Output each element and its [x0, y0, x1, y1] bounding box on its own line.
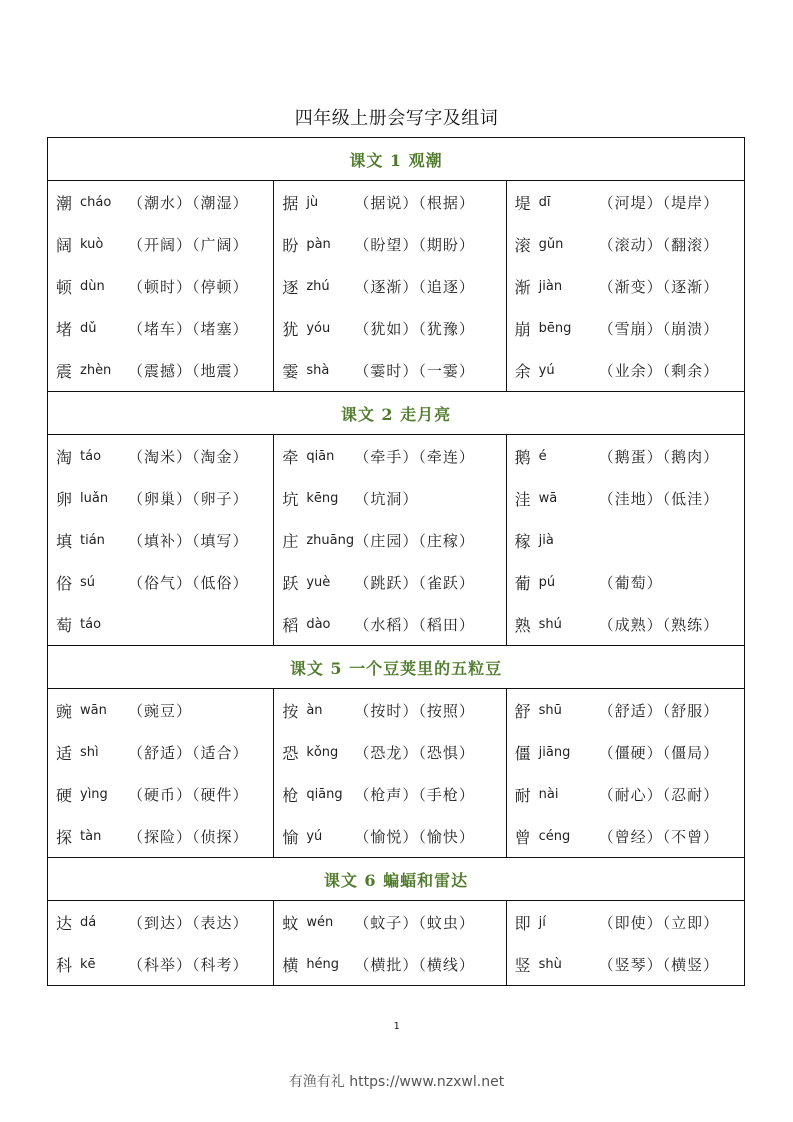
word-groups: （填补）（填写） [128, 531, 249, 550]
vocab-column [48, 901, 274, 986]
vocab-entry [48, 901, 273, 943]
pinyin: wā [538, 490, 558, 506]
vocab-entry [48, 265, 273, 307]
character: 萄 [56, 615, 73, 635]
character: 逐 [282, 277, 299, 297]
pinyin: nài [538, 786, 559, 802]
pinyin: bēng [538, 320, 572, 336]
word-groups: （开阔）（广阔） [128, 235, 249, 254]
section-header-row [48, 138, 745, 181]
character: 余 [514, 361, 531, 381]
word-groups: （舒适）（舒服） [598, 701, 720, 720]
character: 舒 [514, 701, 531, 721]
character: 填 [56, 531, 73, 551]
character: 竖 [514, 955, 531, 975]
character: 跃 [282, 573, 299, 593]
word-groups: （按时）（按照） [354, 701, 475, 720]
character: 洼 [514, 489, 531, 509]
vocab-entry [48, 603, 273, 645]
character: 即 [514, 913, 531, 933]
character: 堵 [56, 319, 73, 339]
vocab-entry [274, 477, 505, 519]
word-groups: （牵手）（牵连） [354, 447, 475, 466]
vocab-entry [48, 223, 273, 265]
word-groups: （跳跃）（雀跃） [354, 573, 475, 592]
word-groups: （滚动）（翻滚） [598, 235, 720, 254]
pinyin: héng [306, 956, 340, 972]
pinyin: céng [538, 828, 571, 844]
vocab-entry [274, 731, 505, 773]
word-groups: （犹如）（犹豫） [354, 319, 475, 338]
vocab-entry [48, 561, 273, 603]
vocab-entry [507, 435, 744, 477]
vocab-entry [274, 181, 505, 223]
character: 适 [56, 743, 73, 763]
word-groups: （僵硬）（僵局） [598, 743, 720, 762]
word-groups: （业余）（剩余） [598, 361, 720, 380]
page-number: 1 [393, 1021, 400, 1032]
pinyin: shà [306, 362, 330, 378]
section-header: 课文 5 一个豆荚里的五粒豆 [48, 646, 745, 689]
word-groups: （蚊子）（蚊虫） [354, 913, 475, 932]
word-groups: （雪崩）（崩溃） [598, 319, 720, 338]
vocab-column [274, 181, 506, 392]
pinyin: shū [538, 702, 562, 718]
vocab-entry [48, 519, 273, 561]
word-groups: （葡萄） [598, 573, 663, 592]
pinyin: jí [538, 914, 546, 930]
vocab-column [506, 435, 744, 646]
word-groups: （探险）（侦探） [128, 827, 249, 846]
vocab-column [274, 689, 506, 858]
vocab-entry [274, 223, 505, 265]
word-groups: （豌豆） [128, 701, 193, 720]
footer-watermark: 有渔有礼 https://www.nzxwl.net [288, 1074, 505, 1090]
page-title: 四年级上册会写字及组词 [294, 108, 499, 129]
vocab-column [48, 435, 274, 646]
word-groups: （硬币）（硬件） [128, 785, 249, 804]
character: 僵 [514, 743, 531, 763]
vocab-entry [48, 181, 273, 223]
pinyin: dǔ [80, 320, 97, 336]
character: 愉 [282, 827, 299, 847]
vocab-entry [507, 519, 744, 561]
section-body-row [48, 435, 745, 646]
character: 按 [282, 701, 299, 721]
vocab-entry [274, 689, 505, 731]
vocab-column [506, 689, 744, 858]
pinyin: tián [80, 532, 105, 548]
pinyin: gǔn [538, 236, 564, 252]
pinyin: qiān [306, 448, 335, 464]
character: 渐 [514, 277, 531, 297]
character: 阔 [56, 235, 73, 255]
vocab-entry [507, 477, 744, 519]
vocab-entry [48, 307, 273, 349]
vocab-entry [274, 603, 505, 645]
character: 恐 [282, 743, 299, 763]
character: 硬 [56, 785, 73, 805]
character: 枪 [282, 785, 299, 805]
character: 曾 [514, 827, 531, 847]
character: 潮 [56, 193, 73, 213]
character: 熟 [514, 615, 531, 635]
pinyin: pàn [306, 236, 331, 252]
section-header: 课文 2 走月亮 [48, 392, 745, 435]
character: 牵 [282, 447, 299, 467]
pinyin: shù [538, 956, 562, 972]
vocab-entry [48, 689, 273, 731]
character: 庄 [282, 531, 299, 551]
word-groups: （渐变）（逐渐） [598, 277, 720, 296]
section-body-row [48, 901, 745, 986]
word-groups: （愉悦）（愉快） [354, 827, 475, 846]
pinyin: tàn [80, 828, 102, 844]
pinyin: dī [538, 194, 551, 210]
pinyin: jià [538, 532, 554, 548]
pinyin: yú [306, 828, 323, 844]
vocab-entry [507, 773, 744, 815]
word-groups: （俗气）（低俗） [128, 573, 249, 592]
word-groups: （曾经）（不曾） [598, 827, 720, 846]
vocab-entry [274, 943, 505, 985]
vocab-entry [507, 561, 744, 603]
word-groups: （舒适）（适合） [128, 743, 249, 762]
character: 稻 [282, 615, 299, 635]
pinyin: luǎn [80, 490, 109, 506]
pinyin: kēng [306, 490, 339, 506]
vocab-entry [274, 265, 505, 307]
pinyin: é [538, 448, 547, 464]
vocab-entry [274, 519, 505, 561]
character: 俗 [56, 573, 73, 593]
vocab-entry [48, 435, 273, 477]
pinyin: zhèn [80, 362, 112, 378]
vocab-entry [507, 815, 744, 857]
pinyin: dá [80, 914, 97, 930]
pinyin: dào [306, 616, 331, 632]
pinyin: shú [538, 616, 562, 632]
pinyin: kē [80, 956, 96, 972]
section-header-row [48, 392, 745, 435]
character: 震 [56, 361, 73, 381]
pinyin: táo [80, 448, 102, 464]
vocab-entry [274, 349, 505, 391]
character: 达 [56, 913, 73, 933]
vocab-entry [507, 181, 744, 223]
word-groups: （枪声）（手枪） [354, 785, 475, 804]
word-groups: （卵巢）（卵子） [128, 489, 249, 508]
vocab-entry [507, 603, 744, 645]
character: 霎 [282, 361, 299, 381]
vocab-entry [507, 943, 744, 985]
character: 盼 [282, 235, 299, 255]
vocab-column [48, 689, 274, 858]
word-groups: （洼地）（低洼） [598, 489, 720, 508]
pinyin: qiāng [306, 786, 343, 802]
section-header-row [48, 858, 745, 901]
vocab-entry [507, 689, 744, 731]
pinyin: kǒng [306, 744, 339, 760]
word-groups: （河堤）（堤岸） [598, 193, 720, 212]
section-header: 课文 6 蝙蝠和雷达 [48, 858, 745, 901]
word-groups: （水稻）（稻田） [354, 615, 475, 634]
vocab-entry [507, 349, 744, 391]
word-groups: （科举）（科考） [128, 955, 249, 974]
vocab-entry [274, 307, 505, 349]
word-groups: （堵车）（堵塞） [128, 319, 249, 338]
pinyin: zhú [306, 278, 330, 294]
word-groups: （潮水）（潮湿） [128, 193, 249, 212]
character: 蚊 [282, 913, 299, 933]
character: 横 [282, 955, 299, 975]
section-body-row [48, 689, 745, 858]
word-groups: （盼望）（期盼） [354, 235, 475, 254]
character: 滚 [514, 235, 531, 255]
word-groups: （震撼）（地震） [128, 361, 249, 380]
vocab-entry [507, 307, 744, 349]
pinyin: táo [80, 616, 102, 632]
pinyin: yú [538, 362, 555, 378]
vocab-entry [507, 901, 744, 943]
character: 科 [56, 955, 73, 975]
pinyin: sú [80, 574, 96, 590]
character: 稼 [514, 531, 531, 551]
character: 堤 [514, 193, 531, 213]
pinyin: pú [538, 574, 556, 590]
word-groups: （顿时）（停顿） [128, 277, 249, 296]
vocab-entry [274, 815, 505, 857]
word-groups: （到达）（表达） [128, 913, 249, 932]
word-groups: （逐渐）（追逐） [354, 277, 475, 296]
character: 葡 [514, 573, 531, 593]
word-groups: （坑洞） [354, 489, 419, 508]
pinyin: jiāng [538, 744, 571, 760]
vocab-column [506, 181, 744, 392]
pinyin: jiàn [538, 278, 563, 294]
vocab-entry [48, 477, 273, 519]
character: 据 [282, 193, 299, 213]
section-header-row [48, 646, 745, 689]
word-groups: （竖琴）（横竖） [598, 955, 720, 974]
vocab-entry [48, 773, 273, 815]
vocab-column [48, 181, 274, 392]
word-groups: （即使）（立即） [598, 913, 720, 932]
pinyin: yóu [306, 320, 331, 336]
character: 淘 [56, 447, 73, 467]
word-groups: （霎时）（一霎） [354, 361, 475, 380]
vocab-column [506, 901, 744, 986]
pinyin: àn [306, 702, 323, 718]
section-body-row [48, 181, 745, 392]
character: 犹 [282, 319, 299, 339]
word-groups: （成熟）（熟练） [598, 615, 720, 634]
character: 坑 [282, 489, 299, 509]
character: 崩 [514, 319, 531, 339]
word-groups: （恐龙）（恐惧） [354, 743, 475, 762]
vocab-entry [274, 561, 505, 603]
vocab-entry [48, 943, 273, 985]
pinyin: jù [306, 194, 319, 210]
character: 顿 [56, 277, 73, 297]
pinyin: yuè [306, 574, 331, 590]
vocabulary-table [47, 137, 745, 986]
character: 豌 [56, 701, 73, 721]
vocab-entry [48, 815, 273, 857]
word-groups: （淘米）（淘金） [128, 447, 249, 466]
character: 卵 [56, 489, 73, 509]
vocab-entry [507, 223, 744, 265]
vocab-column [274, 901, 506, 986]
word-groups: （据说）（根据） [354, 193, 475, 212]
character: 耐 [514, 785, 531, 805]
character: 鹅 [514, 447, 531, 467]
vocab-entry [274, 773, 505, 815]
pinyin: wén [306, 914, 334, 930]
vocab-entry [48, 731, 273, 773]
pinyin: zhuāng [306, 532, 355, 548]
vocab-entry [274, 435, 505, 477]
vocab-entry [507, 265, 744, 307]
word-groups: （横批）（横线） [354, 955, 475, 974]
word-groups: （耐心）（忍耐） [598, 785, 720, 804]
pinyin: shì [80, 744, 99, 760]
pinyin: kuò [80, 236, 104, 252]
vocab-entry [507, 731, 744, 773]
vocab-column [274, 435, 506, 646]
section-header: 课文 1 观潮 [48, 138, 745, 181]
pinyin: dùn [80, 278, 105, 294]
vocab-entry [274, 901, 505, 943]
word-groups: （鹅蛋）（鹅肉） [598, 447, 720, 466]
pinyin: wān [80, 702, 107, 718]
pinyin: cháo [80, 194, 112, 210]
pinyin: yìng [80, 786, 108, 802]
character: 探 [56, 827, 73, 847]
word-groups: （庄园）（庄稼） [354, 531, 475, 550]
vocab-entry [48, 349, 273, 391]
